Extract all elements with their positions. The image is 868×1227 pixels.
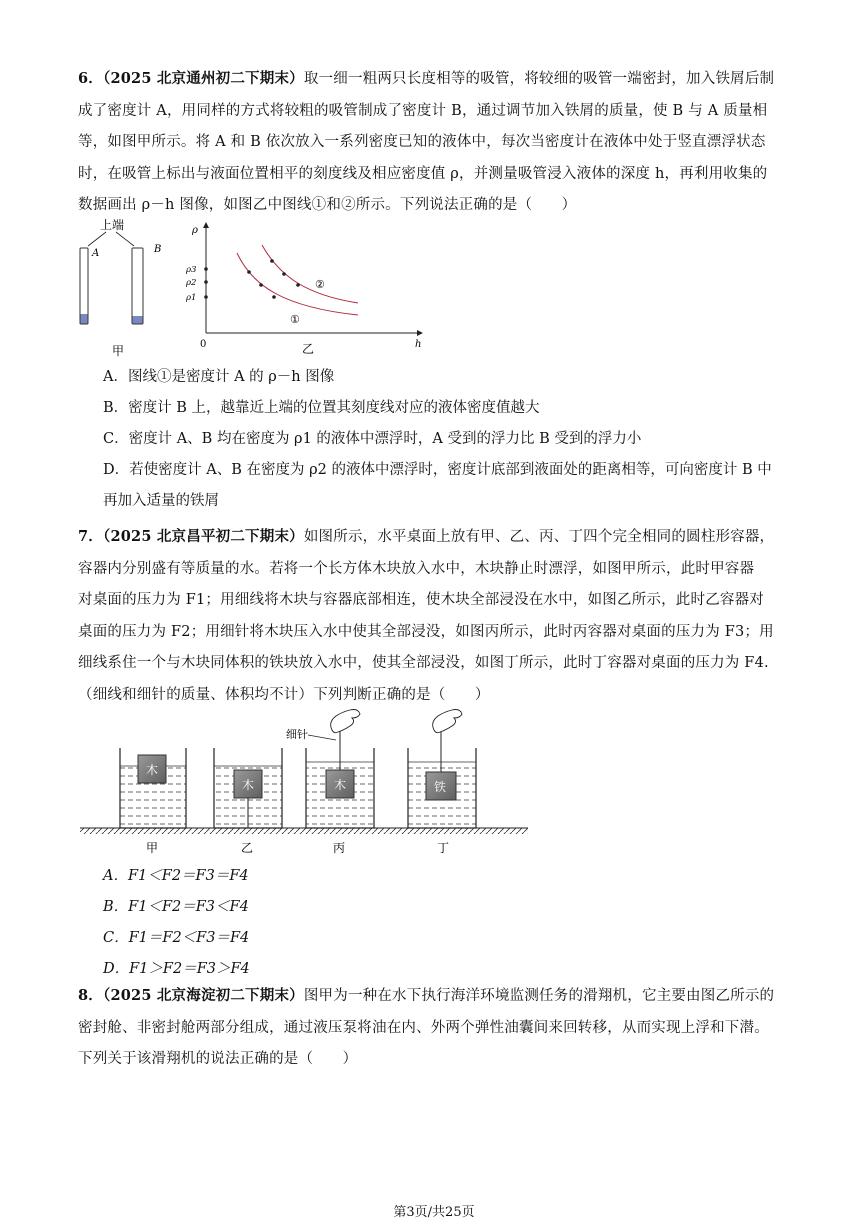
q6-option-a[interactable]: A．图线①是密度计 A 的 ρ－h 图像 bbox=[103, 369, 335, 385]
caption-ding: 丁 bbox=[437, 841, 450, 855]
curve-1-point bbox=[272, 295, 276, 299]
iron-label: 铁 bbox=[434, 780, 447, 794]
curve-1-point bbox=[259, 283, 263, 287]
hand-icon bbox=[433, 710, 462, 733]
q6-line-3: 等，如图甲所示。将 A 和 B 依次放入一系列密度已知的液体中，每次当密度计在液体中处于竖直漂浮状态 bbox=[78, 134, 766, 150]
q7-line-1: 7．（2025 北京昌平初二下期末）如图所示，水平桌面上放有甲、乙、丙、丁四个完全相同的圆柱形容器， bbox=[78, 528, 775, 545]
wood-label: 木 bbox=[334, 778, 347, 792]
q6-option-d-cont: 再加入适量的铁屑 bbox=[103, 493, 219, 509]
q6-line-2: 成了密度计 A，用同样的方式将较粗的吸管制成了密度计 B，通过调节加入铁屑的质量，使 B 与 A 质量相 bbox=[78, 102, 768, 119]
q7-line-5: 细线系住一个与木块同体积的铁块放入水中，使其全部浸没，如图丁所示，此时丁容器对桌面的压力为 F4. bbox=[78, 655, 769, 671]
q7-line-4: 桌面的压力为 F2；用细针将木块压入水中使其全部浸没，如图丙所示，此时丙容器对桌面的压力为 F3；用 bbox=[78, 623, 774, 640]
meter-a-tube bbox=[80, 248, 88, 324]
q6-figure-jia bbox=[70, 212, 180, 362]
y-axis-label: ρ bbox=[192, 225, 198, 236]
q6-line-4: 时，在吸管上标出与液面位置相平的刻度线及相应密度值 ρ，并测量吸管浸入液体的深度 h，再利用收集的 bbox=[78, 165, 768, 182]
q8-line-1: 8．（2025 北京海淀初二下期末）图甲为一种在水下执行海洋环境监测任务的滑翔机，它主要由图乙所示的 bbox=[78, 987, 775, 1004]
figure-jia-caption: 甲 bbox=[112, 344, 125, 358]
q6-option-d[interactable]: D．若使密度计 A、B 在密度为 ρ2 的液体中漂浮时，密度计底部到液面处的距离相等，可向密度计 B 中 bbox=[103, 462, 772, 478]
wood-label: 木 bbox=[242, 778, 255, 792]
q7-option-d[interactable]: D．F1＞F2＝F3＞F4 bbox=[103, 961, 250, 977]
meter-a-iron bbox=[81, 314, 88, 324]
meter-b-tube bbox=[132, 248, 143, 324]
wood-label: 木 bbox=[146, 763, 159, 777]
meter-b-iron bbox=[133, 316, 143, 324]
q7-option-a[interactable]: A．F1＜F2＝F3＝F4 bbox=[103, 868, 249, 884]
curve-2-point bbox=[296, 283, 300, 287]
q7-line-6: （细线和细针的质量、体积均不计）下列判断正确的是（ ） bbox=[78, 686, 490, 703]
q6-option-b[interactable]: B．密度计 B 上，越靠近上端的位置其刻度线对应的液体密度值越大 bbox=[103, 400, 540, 416]
rho2-point bbox=[204, 280, 208, 284]
q6-option-c[interactable]: C．密度计 A、B 均在密度为 ρ1 的液体中漂浮时，A 受到的浮力比 B 受到的浮力小 bbox=[103, 431, 642, 447]
q6-options bbox=[103, 362, 793, 486]
q6-stem bbox=[78, 63, 790, 222]
q8-line-3: 下列关于该滑翔机的说法正确的是（ ） bbox=[78, 1051, 358, 1067]
needle-label: 细针 bbox=[286, 728, 308, 741]
meter-a-label: A bbox=[92, 248, 100, 259]
q6-line-1: 6．（2025 北京通州初二下期末）取一细一粗两只长度相等的吸管，将较细的吸管一端密封，加入铁屑后制 bbox=[78, 70, 775, 87]
q7-line-3: 对桌面的压力为 F1；用细线将木块与容器底部相连，使木块全部浸没在水中，如图乙所示，此时乙容器对 bbox=[78, 592, 764, 608]
container-bing bbox=[286, 710, 374, 829]
curve-1-point bbox=[247, 270, 251, 274]
table-surface bbox=[80, 828, 528, 834]
rho3-label: ρ3 bbox=[186, 265, 197, 275]
caption-jia: 甲 bbox=[146, 841, 159, 855]
curve-1-label: ① bbox=[290, 313, 300, 326]
q7-figure bbox=[80, 700, 535, 860]
q8-stem bbox=[78, 980, 790, 1076]
curve-2-label: ② bbox=[315, 278, 325, 291]
rho2-label: ρ2 bbox=[186, 278, 197, 288]
curve-2-point bbox=[282, 272, 286, 276]
q6-figure-yi bbox=[182, 215, 432, 355]
q7-line-2: 容器内分别盛有等质量的水。若将一个长方体木块放入水中，木块静止时漂浮，如图甲所示，此时甲容器 bbox=[78, 560, 755, 577]
hand-icon bbox=[331, 710, 360, 733]
meter-b-label: B bbox=[154, 244, 162, 255]
container-yi bbox=[214, 748, 282, 828]
figure-yi-caption: 乙 bbox=[302, 342, 315, 355]
q7-options bbox=[103, 861, 793, 985]
container-jia bbox=[120, 748, 186, 828]
origin-label: 0 bbox=[200, 339, 207, 350]
x-axis-label: h bbox=[415, 339, 422, 350]
container-ding bbox=[408, 710, 476, 829]
q7-option-c[interactable]: C．F1＝F2＜F3＝F4 bbox=[103, 930, 250, 946]
q7-stem bbox=[78, 521, 790, 711]
rho1-label: ρ1 bbox=[186, 293, 197, 303]
rho3-point bbox=[204, 267, 208, 271]
q7-option-b[interactable]: B．F1＜F2＝F3＜F4 bbox=[103, 899, 249, 915]
page-footer: 第3页/共25页 bbox=[393, 1205, 475, 1220]
curve-2-point bbox=[270, 259, 274, 263]
rho1-point bbox=[204, 295, 208, 299]
q6-line-5: 数据画出 ρ－h 图像，如图乙中图线①和②所示。下列说法正确的是（ ） bbox=[78, 197, 577, 213]
caption-bing: 丙 bbox=[333, 841, 346, 855]
caption-yi: 乙 bbox=[241, 841, 254, 855]
top-end-label: 上端 bbox=[100, 218, 125, 232]
q8-line-2: 密封舱、非密封舱两部分组成，通过液压泵将油在内、外两个弹性油囊间来回转移，从而实现上浮和下潜。 bbox=[78, 1019, 769, 1036]
